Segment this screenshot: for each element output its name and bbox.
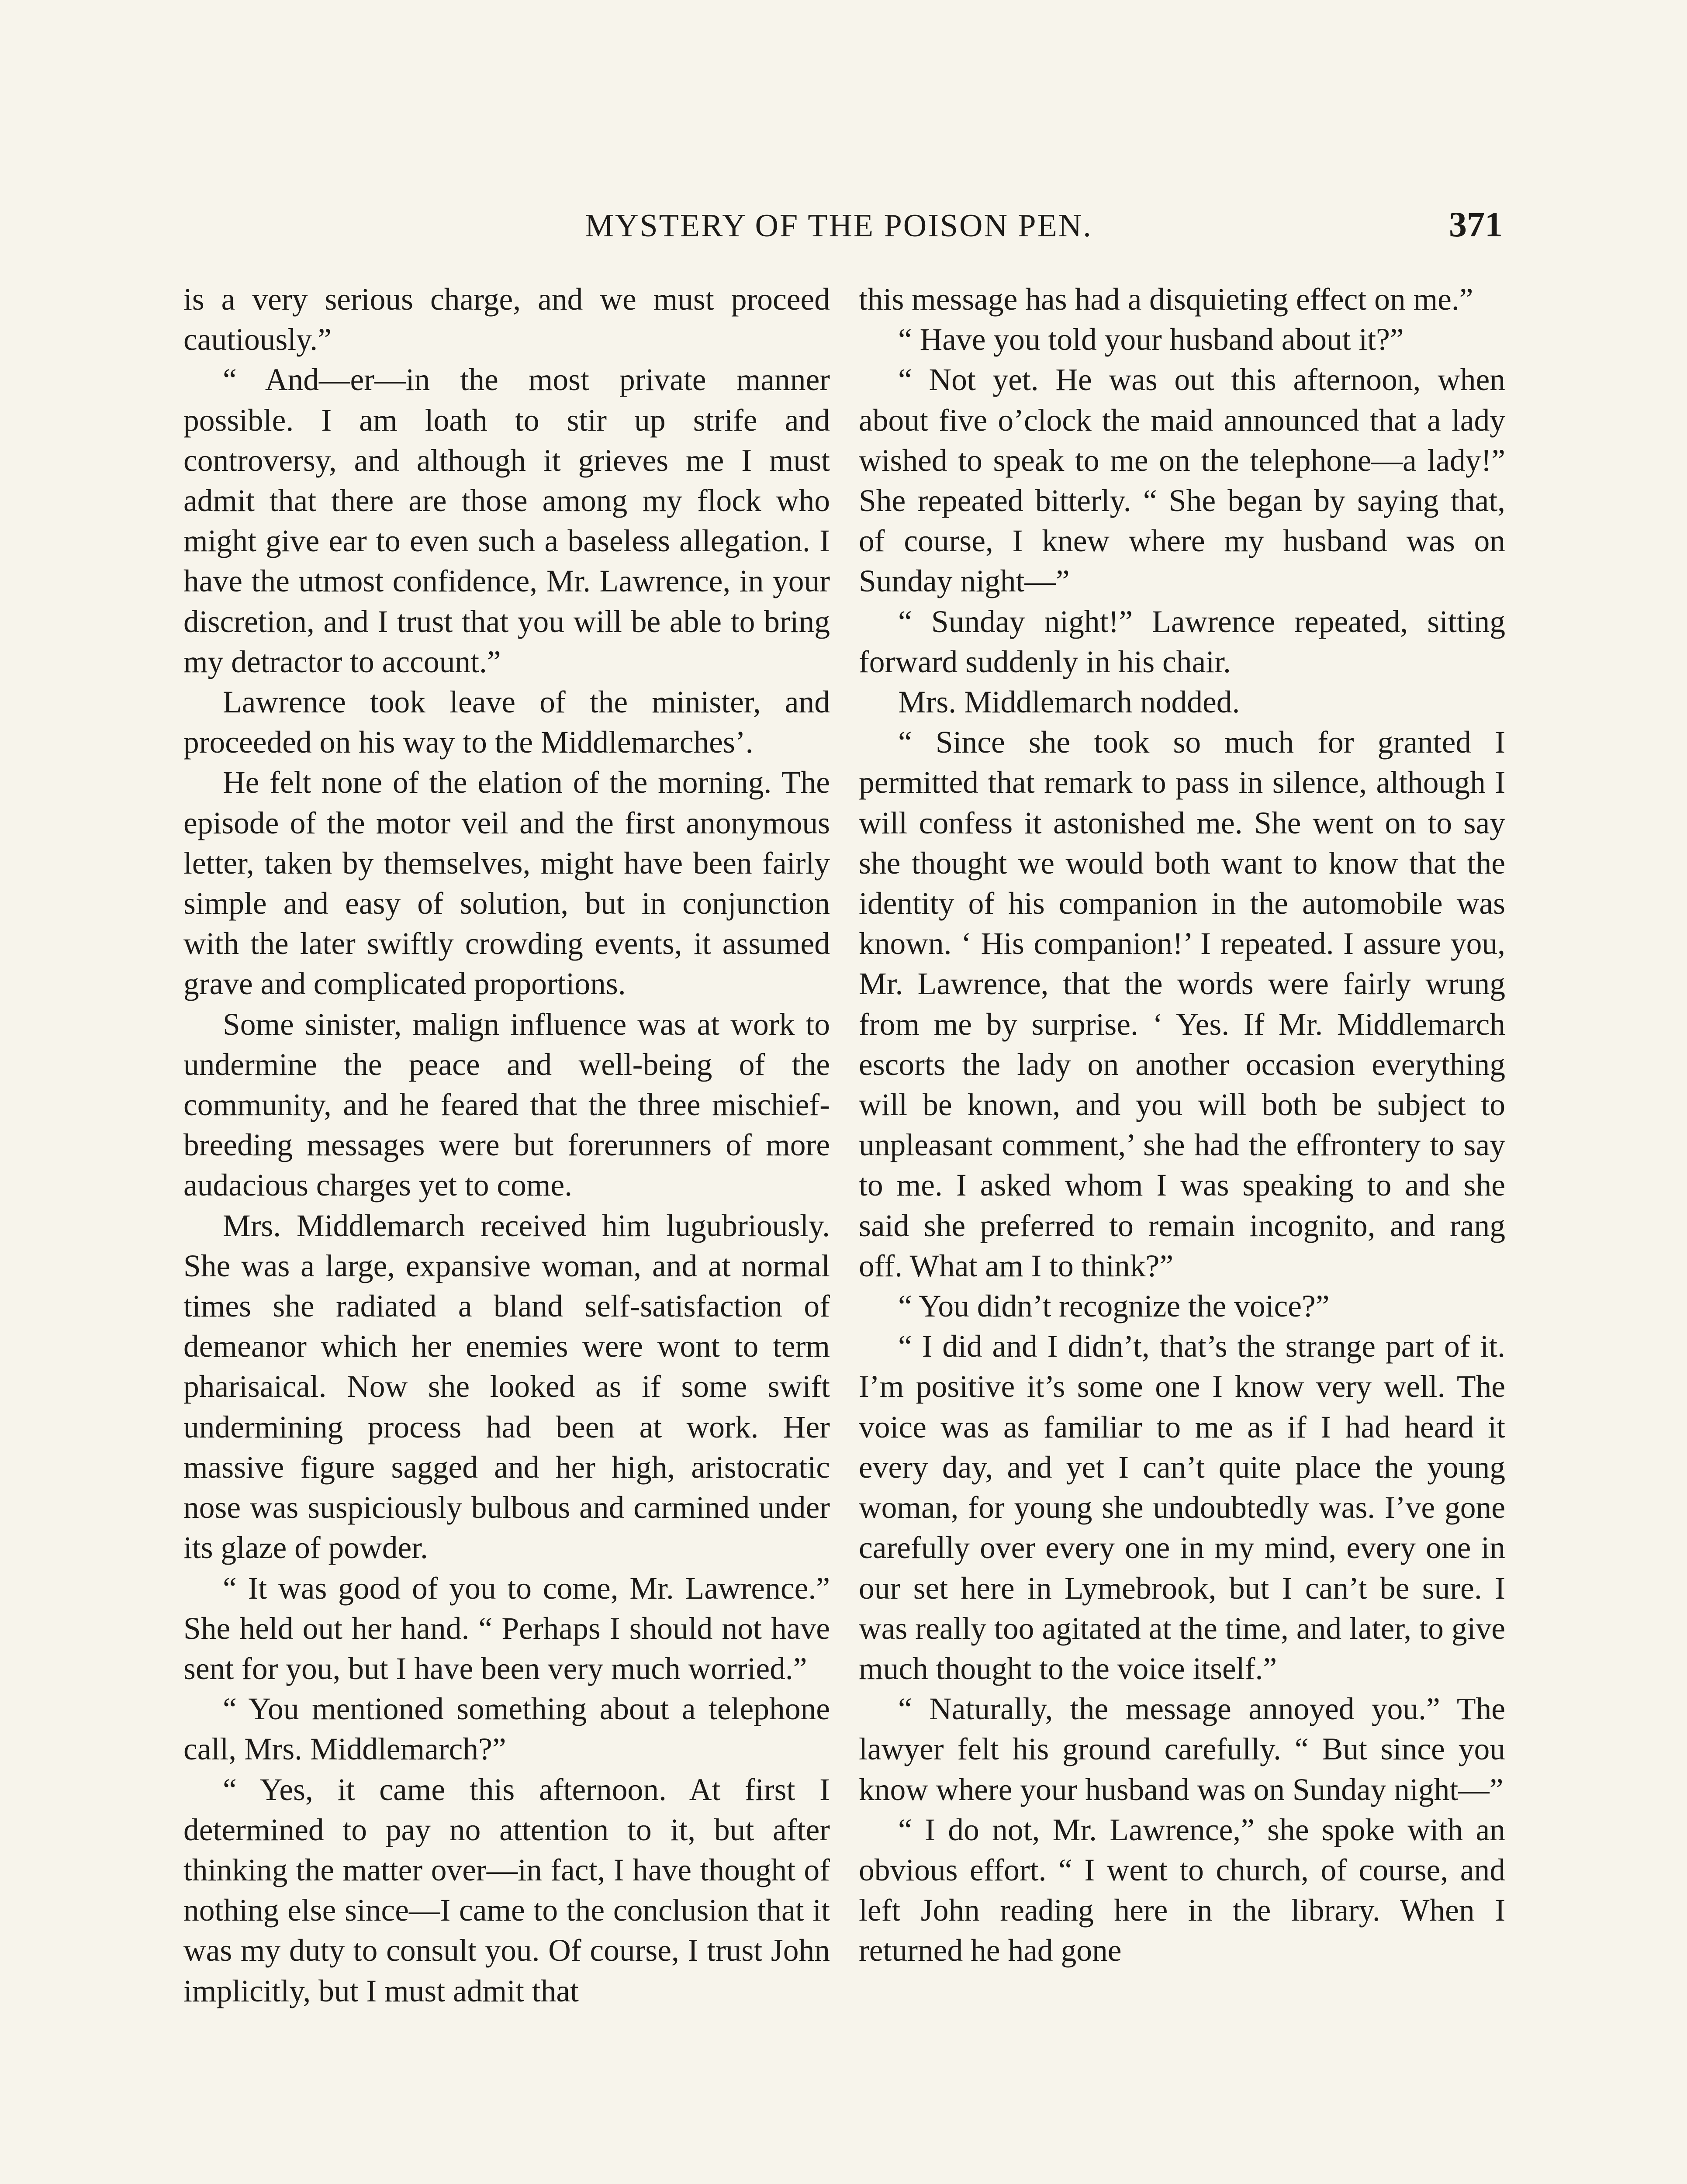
paragraph: “ Yes, it came this afternoon. At first I determined to pay no attention to it, but after thinking the matter over—in fact, I have thought of nothing else since—I came to the conclusion that it was my duty to consult you. Of course, I trust John implicitly, but I must admit that (183, 1772, 830, 2008)
paragraph: “ I did and I didn’t, that’s the strange part of it. I’m positive it’s some one I know very well. The voice was as familiar to me as if I had heard it every day, and yet I can’t quite place the young woman, for young she undoubtedly was. I’ve gone carefully over every one in my mind, every one in our set here in Lymebrook, but I can’t be sure. I was really too agitated at the time, and later, to give much thought to the voice itself.” (859, 1329, 1505, 1686)
page-number: 371 (1449, 204, 1503, 244)
paragraph: “ You mentioned something about a telephone call, Mrs. Middlemarch?” (183, 1692, 830, 1767)
paragraph: Mrs. Middlemarch nodded. (898, 685, 1240, 720)
paragraph: He felt none of the elation of the morning. The episode of the motor veil and the first anonymous letter, taken by themselves, might have been fairly simple and easy of solution, but in conjunction with the later swiftly crowding events, it assumed grave and complicated proportions. (183, 765, 830, 1002)
paragraph: “ I do not, Mr. Lawrence,” she spoke with an obvious effort. “ I went to church, of course, and left John reading here in the library. When I returned he had gone (859, 1812, 1505, 1968)
paragraph: “ It was good of you to come, Mr. Lawrence.” She held out her hand. “ Perhaps I should not have sent for you, but I have been very much worried.” (183, 1571, 830, 1686)
paragraph: is a very serious charge, and we must proceed cautiously.” (183, 282, 830, 357)
running-title: MYSTERY OF THE POISON PEN. (585, 208, 1092, 244)
paragraph: Lawrence took leave of the minister, and proceeded on his way to the Middlemarches’. (183, 685, 830, 760)
right-column (859, 280, 1505, 1971)
paragraph: “ Have you told your husband about it?” (898, 322, 1404, 357)
paragraph: “ Sunday night!” Lawrence repeated, sitting forward suddenly in his chair. (859, 604, 1505, 679)
paragraph: “ Naturally, the message annoyed you.” The lawyer felt his ground carefully. “ But since you know where your husband was on Sunday night—” (859, 1692, 1505, 1807)
paragraph: Mrs. Middlemarch received him lugubriously. She was a large, expansive woman, and at normal times she radiated a bland self-satisfaction of demeanor which her enemies were wont to term pharisaical. Now she looked as if some swift undermining process had been at work. Her massive figure sagged and her high, aristocratic nose was suspiciously bulbous and carmined under its glaze of powder. (183, 1208, 830, 1565)
paragraph: “ Not yet. He was out this afternoon, when about five o’clock the maid announced that a lady wished to speak to me on the telephone—a lady!” She repeated bitterly. “ She began by saying that, of course, I knew where my husband was on Sunday night—” (859, 363, 1505, 599)
left-column (183, 280, 830, 2011)
paragraph: “ And—er—in the most private manner possible. I am loath to stir up strife and controversy, and although it grieves me I must admit that there are those among my flock who might give ear to even such a baseless allegation. I have the utmost confidence, Mr. Lawrence, in your discretion, and I trust that you will be able to bring my detractor to account.” (183, 363, 830, 679)
paragraph: Some sinister, malign influence was at work to undermine the peace and well-being of the community, and he feared that the three mischief-breeding messages were but forerunners of more audacious charges yet to come. (183, 1007, 830, 1203)
paragraph: this message has had a disquieting effect on me.” (859, 282, 1473, 317)
paragraph: “ You didn’t recognize the voice?” (898, 1289, 1330, 1324)
paragraph: “ Since she took so much for granted I permitted that remark to pass in silence, although I will confess it astonished me. She went on to say she thought we would both want to know that the identity of his companion in the automobile was known. ‘ His companion!’ I repeated. I assure you, Mr. Lawrence, that the words were fairly wrung from me by surprise. ‘ Yes. If Mr. Middlemarch escorts the lady on another occasion everything will be known, and you will both be subject to unpleasant comment,’ she had the effrontery to say to me. I asked whom I was speaking to and she said she preferred to remain incognito, and rang off. What am I to think?” (859, 725, 1505, 1283)
page-header (175, 199, 1503, 251)
